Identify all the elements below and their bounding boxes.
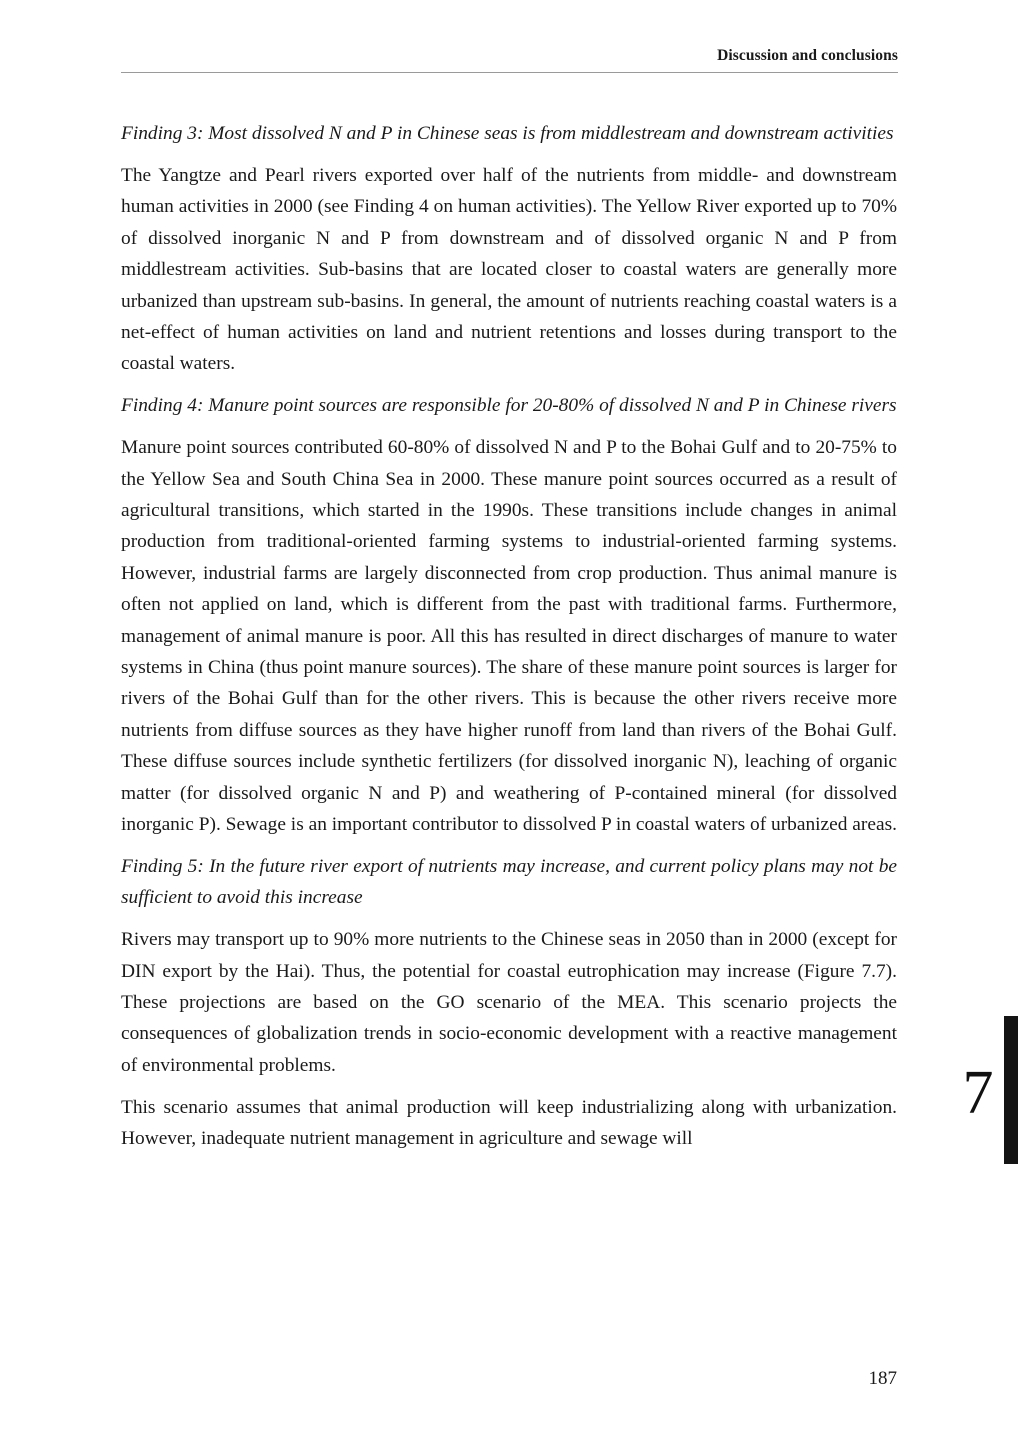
finding-5-heading: Finding 5: In the future river export of nutrients may increase, and current policy plans may not be sufficient to avoid this increase bbox=[121, 855, 897, 909]
finding-5-paragraph: Rivers may transport up to 90% more nutrients to the Chinese seas in 2050 than in 2000 (except for DIN export by the Hai). Thus, the potential for coastal eutrophication may increase (Figure 7.7). These projections are based on the GO scenario of the MEA. This scenario projects the consequences of globalization trends in socio-economic development with a reactive management of environmental problems. bbox=[121, 929, 897, 1076]
header-divider bbox=[121, 72, 898, 73]
page-number: 187 bbox=[868, 1368, 897, 1389]
scenario-paragraph: This scenario assumes that animal production will keep industrializing along with urbanization. However, inadequate nutrient management in agriculture and sewage will bbox=[121, 1096, 897, 1150]
finding-3-paragraph: The Yangtze and Pearl rivers exported over half of the nutrients from middle- and downstream human activities in 2000 (see Finding 4 on human activities). The Yellow River exported up to 70% of dissolved inorganic N and P from downstream and of dissolved organic N and P from middlestream activities. Sub-basins that are located closer to coastal waters are generally more urbanized than upstream sub-basins. In general, the amount of nutrients reaching coastal waters is a net-effect of human activities on land and nutrient retentions and losses during transport to the coastal waters. bbox=[121, 164, 897, 375]
finding-4-heading: Finding 4: Manure point sources are responsible for 20-80% of dissolved N and P in Chinese rivers bbox=[121, 395, 897, 417]
chapter-thumb-tab bbox=[1004, 1016, 1018, 1164]
finding-3-heading: Finding 3: Most dissolved N and P in Chinese seas is from middlestream and downstream activities bbox=[121, 123, 894, 144]
chapter-number: 7 bbox=[962, 1059, 994, 1127]
page-body bbox=[121, 118, 897, 1165]
finding-4-paragraph: Manure point sources contributed 60-80% of dissolved N and P to the Bohai Gulf and to 20-75% to the Yellow Sea and South China Sea in 2000. These manure point sources occurred as a result of agricultural transitions, which started in the 1990s. These transitions include changes in animal production from traditional-oriented farming systems to industrial-oriented farming systems. However, industrial farms are largely disconnected from crop production. Thus animal manure is often not applied on land, which is different from the past with traditional farms. Furthermore, management of animal manure is poor. All this has resulted in direct discharges of manure to water systems in China (thus point manure sources). The share of these manure point sources is larger for rivers of the Bohai Gulf than for the other rivers. This is because the other rivers receive more nutrients from diffuse sources as they have higher runoff from land than rivers of the Bohai Gulf. These diffuse sources include synthetic fertilizers (for dissolved inorganic N), leaching of organic matter (for dissolved organic N and P) and weathering of P-contained mineral (for dissolved inorganic P). Sewage is an important contributor to dissolved P in coastal waters of urbanized areas. bbox=[121, 437, 897, 836]
running-header: Discussion and conclusions bbox=[717, 47, 898, 64]
